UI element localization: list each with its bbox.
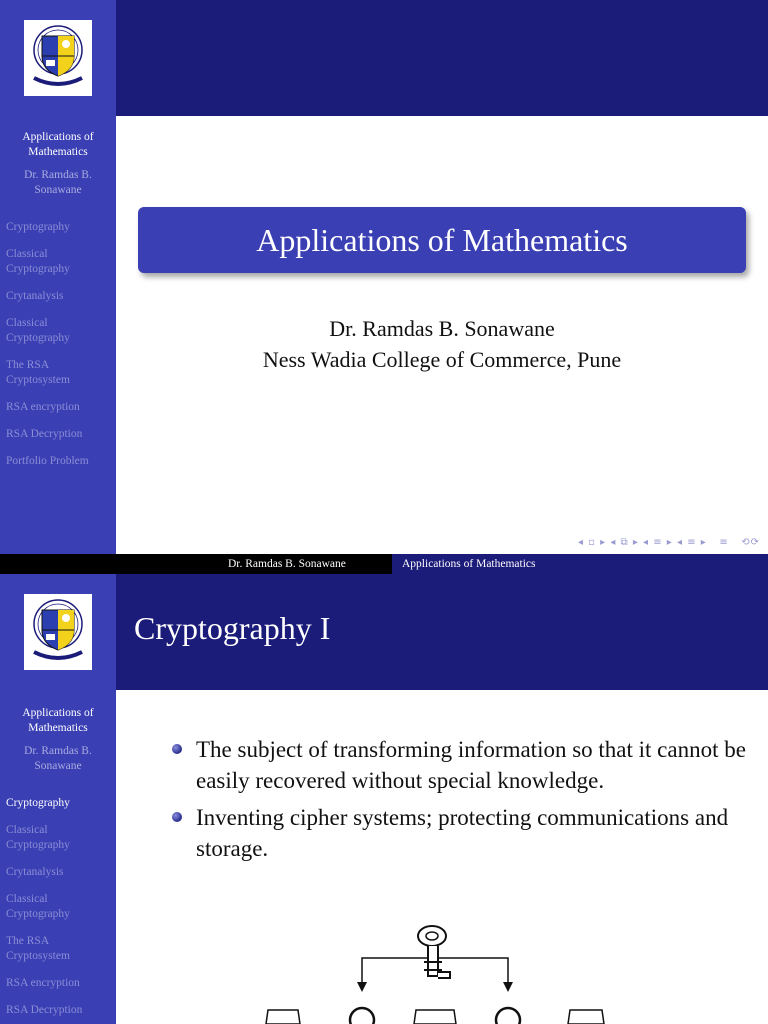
sidebar-item-cryptography[interactable]: Cryptography [6, 221, 70, 233]
sidebar-nav [0, 130, 116, 481]
sidebar-item-crytanalysis[interactable]: Crytanalysis [6, 290, 64, 302]
bullet-item [170, 802, 750, 864]
sidebar-author[interactable]: Dr. Ramdas B. Sonawane [24, 745, 92, 772]
sidebar-item-portfolio-problem[interactable]: Portfolio Problem [6, 455, 89, 467]
sidebar-item-crytanalysis[interactable]: Crytanalysis [6, 866, 64, 878]
bullet-icon [172, 744, 182, 754]
footer-bar [0, 554, 768, 574]
beamer-navigation-icons[interactable]: ◂ ▫ ▸ ◂ ⧉ ▸ ◂ ≡ ▸ ◂ ≡ ▸ ≡ ⟲⟳ [577, 537, 760, 548]
bullet-text: The subject of transforming information so that it cannot be easily recovered without special knowledge. [196, 737, 746, 793]
bullet-text: Inventing cipher systems; protecting communications and storage. [196, 805, 729, 861]
bullet-list [170, 734, 750, 870]
sidebar-presentation-title[interactable]: Applications of Mathematics [22, 707, 94, 734]
college-crest-icon [24, 20, 92, 96]
presentation-title: Applications of Mathematics [138, 207, 746, 273]
sidebar-section-list [0, 796, 116, 1018]
sidebar-item-classical-cryptography[interactable]: Classical Cryptography [6, 317, 70, 344]
sidebar-author[interactable]: Dr. Ramdas B. Sonawane [24, 169, 92, 196]
sidebar-item-classical-cryptography[interactable]: Classical Cryptography [6, 248, 70, 275]
author-college: Ness Wadia College of Commerce, Pune [262, 347, 622, 372]
key-encryption-diagram-icon [240, 914, 640, 1024]
sidebar-item-cryptography[interactable]: Cryptography [6, 797, 70, 809]
sidebar-section-list [0, 220, 116, 469]
sidebar-item-rsa-decryption[interactable]: RSA Decryption [6, 1004, 83, 1016]
footer-title: Applications of Mathematics [392, 554, 768, 574]
footer-author: Dr. Ramdas B. Sonawane [228, 558, 346, 570]
sidebar-item-the-rsa-cryptosystem[interactable]: The RSA Cryptosystem [6, 359, 70, 386]
sidebar-item-rsa-encryption[interactable]: RSA encryption [6, 977, 80, 989]
sidebar-item-the-rsa-cryptosystem[interactable]: The RSA Cryptosystem [6, 935, 70, 962]
sidebar-item-rsa-encryption[interactable]: RSA encryption [6, 401, 80, 413]
sidebar-item-rsa-decryption[interactable]: RSA Decryption [6, 428, 83, 440]
sidebar-nav [0, 706, 116, 1024]
sidebar-item-classical-cryptography[interactable]: Classical Cryptography [6, 893, 70, 920]
college-crest-icon [24, 594, 92, 670]
sidebar-item-classical-cryptography[interactable]: Classical Cryptography [6, 824, 70, 851]
sidebar [0, 574, 116, 1024]
header-bar [116, 0, 768, 116]
author-name: Dr. Ramdas B. Sonawane [329, 316, 555, 341]
sidebar [0, 0, 116, 554]
bullet-icon [172, 812, 182, 822]
bullet-item [170, 734, 750, 796]
sidebar-presentation-title[interactable]: Applications of Mathematics [22, 131, 94, 158]
cryptography-slide [0, 574, 768, 1024]
frame-title: Cryptography I [134, 610, 331, 646]
